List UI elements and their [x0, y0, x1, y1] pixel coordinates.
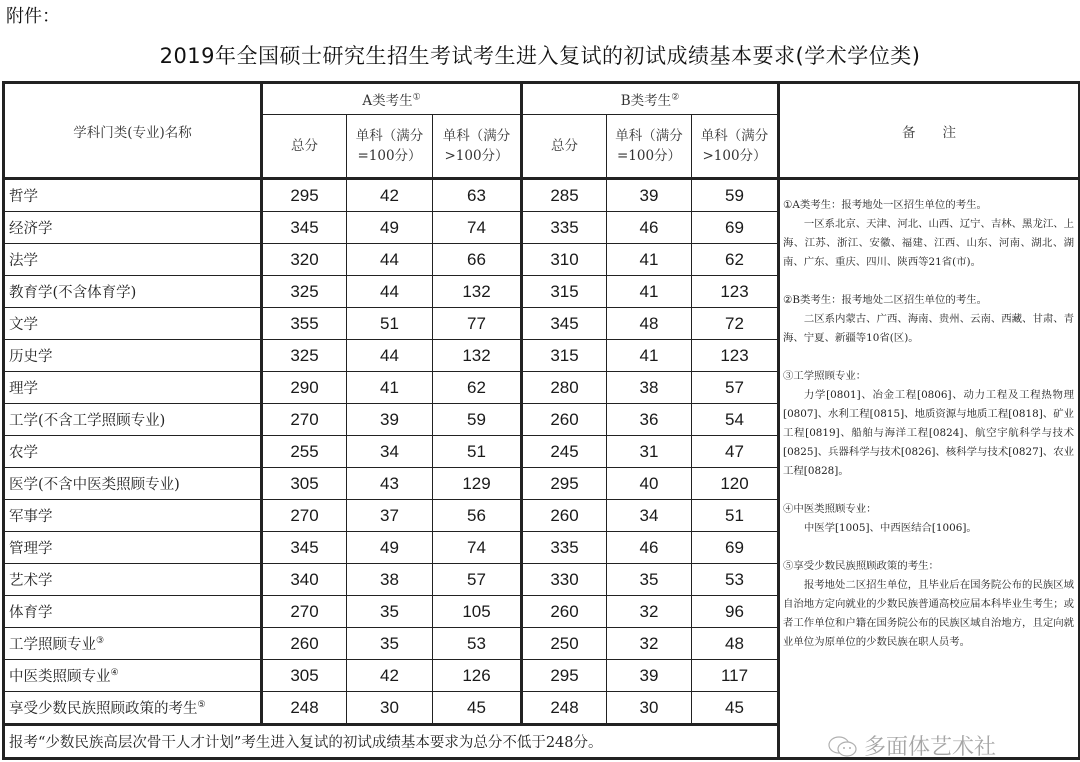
discipline-name	[4, 276, 262, 308]
discipline-label: 工学(不含工学照顾专业)	[9, 413, 166, 429]
a-single-eq100-score: 39	[347, 404, 433, 436]
discipline-name	[4, 564, 262, 596]
header-group-b	[522, 83, 779, 115]
note-body: 报考地处二区招生单位，且毕业后在国务院公布的民族区域自治地方定向就业的少数民族普通高校应届本科毕业生考生；或者工作单位和户籍在国务院公布的民族区域自治地方，且定向就业单位为原单位的少数民族在职人员考。	[783, 579, 1075, 648]
b-total-score: 248	[522, 692, 607, 725]
b-total-score: 315	[522, 276, 607, 308]
b-total-score: 260	[522, 596, 607, 628]
discipline-label: 教育学(不含体育学)	[9, 285, 137, 301]
note-item	[783, 291, 1074, 348]
a-single-gt100-score: 129	[433, 468, 522, 500]
a-single-eq100-score: 42	[347, 179, 433, 212]
a-single-gt100-score: 132	[433, 276, 522, 308]
a-single-eq100-score: 49	[347, 212, 433, 244]
a-single-gt100-score: 51	[433, 436, 522, 468]
discipline-name	[4, 500, 262, 532]
b-total-score: 330	[522, 564, 607, 596]
note-heading: ④中医类照顾专业：	[783, 503, 877, 515]
note-item	[783, 196, 1074, 272]
discipline-label: 农学	[9, 445, 38, 461]
b-single-eq100-score: 39	[607, 179, 692, 212]
notes-cell	[779, 179, 1080, 759]
a-single-gt100-score: 53	[433, 628, 522, 660]
a-single-gt100-score: 126	[433, 660, 522, 692]
header-notes: 备 注	[779, 83, 1080, 179]
group-b-label: B类考生	[620, 93, 672, 109]
table-row	[4, 179, 1080, 212]
a-single-gt100-score: 66	[433, 244, 522, 276]
header-line: =100分）	[357, 148, 422, 164]
a-total-score: 248	[262, 692, 347, 725]
header-line: 单科（满分	[700, 128, 769, 144]
b-single-gt100-score: 72	[692, 308, 779, 340]
b-single-gt100-score: 120	[692, 468, 779, 500]
footnote-mark: ⑤	[197, 700, 206, 711]
discipline-name	[4, 340, 262, 372]
header-line: >100分）	[702, 148, 767, 164]
footnote-mark: ②	[671, 92, 680, 103]
discipline-label: 艺术学	[9, 573, 53, 589]
b-single-gt100-score: 47	[692, 436, 779, 468]
b-single-eq100-score: 41	[607, 340, 692, 372]
watermark	[828, 735, 996, 759]
header-b-single-eq100	[607, 115, 692, 179]
b-total-score: 250	[522, 628, 607, 660]
a-single-eq100-score: 37	[347, 500, 433, 532]
b-single-gt100-score: 96	[692, 596, 779, 628]
a-single-eq100-score: 44	[347, 244, 433, 276]
header-b-single-gt100	[692, 115, 779, 179]
b-single-gt100-score: 123	[692, 340, 779, 372]
a-total-score: 325	[262, 340, 347, 372]
a-total-score: 270	[262, 500, 347, 532]
discipline-label: 文学	[9, 317, 38, 333]
a-single-eq100-score: 51	[347, 308, 433, 340]
discipline-label: 管理学	[9, 541, 53, 557]
a-single-gt100-score: 57	[433, 564, 522, 596]
note-body: 力学[0801]、冶金工程[0806]、动力工程及工程热物理[0807]、水利工程[0815]、地质资源与地质工程[0818]、矿业工程[0819]、船舶与海洋工程[0824]、航空宇航科学与技术[0825]、兵器科学与技术[0826]、核科学与技术[0827]、农业工程[0828]。	[783, 389, 1075, 477]
b-total-score: 335	[522, 532, 607, 564]
a-total-score: 355	[262, 308, 347, 340]
a-single-eq100-score: 34	[347, 436, 433, 468]
discipline-name	[4, 372, 262, 404]
a-total-score: 345	[262, 532, 347, 564]
b-single-gt100-score: 123	[692, 276, 779, 308]
discipline-label: 工学照顾专业	[9, 637, 96, 653]
note-heading: ②B类考生：报考地处二区招生单位的考生。	[783, 294, 987, 306]
a-total-score: 255	[262, 436, 347, 468]
header-line: =100分）	[616, 148, 682, 164]
b-total-score: 280	[522, 372, 607, 404]
b-single-eq100-score: 41	[607, 244, 692, 276]
discipline-name	[4, 308, 262, 340]
note-body: 二区系内蒙古、广西、海南、贵州、云南、西藏、甘肃、青海、宁夏、新疆等10省(区)。	[783, 313, 1075, 344]
b-total-score: 260	[522, 404, 607, 436]
a-single-eq100-score: 43	[347, 468, 433, 500]
a-single-eq100-score: 35	[347, 596, 433, 628]
attachment-label: 附件：	[6, 6, 60, 27]
footnote-mark: ④	[110, 668, 119, 679]
b-single-eq100-score: 35	[607, 564, 692, 596]
group-a-label: A类考生	[362, 93, 413, 109]
a-total-score: 340	[262, 564, 347, 596]
notes-list	[783, 196, 1074, 652]
discipline-name	[4, 212, 262, 244]
discipline-label: 享受少数民族照顾政策的考生	[9, 701, 198, 717]
discipline-name	[4, 436, 262, 468]
b-total-score: 260	[522, 500, 607, 532]
score-requirements-table	[2, 81, 1080, 760]
a-single-eq100-score: 44	[347, 276, 433, 308]
discipline-label: 法学	[9, 253, 38, 269]
discipline-label: 医学(不含中医类照顾专业)	[9, 477, 180, 493]
note-body: 一区系北京、天津、河北、山西、辽宁、吉林、黑龙江、上海、江苏、浙江、安徽、福建、江西、山东、河南、湖北、湖南、广东、重庆、四川、陕西等21省(市)。	[783, 218, 1075, 268]
note-body: 中医学[1005]、中西医结合[1006]。	[803, 522, 977, 534]
discipline-label: 中医类照顾专业	[9, 669, 111, 685]
b-single-gt100-score: 59	[692, 179, 779, 212]
discipline-label: 体育学	[9, 605, 53, 621]
b-single-eq100-score: 46	[607, 212, 692, 244]
b-single-gt100-score: 117	[692, 660, 779, 692]
b-single-gt100-score: 53	[692, 564, 779, 596]
a-total-score: 305	[262, 660, 347, 692]
header-discipline-name: 学科门类(专业)名称	[4, 83, 262, 179]
a-total-score: 320	[262, 244, 347, 276]
a-total-score: 305	[262, 468, 347, 500]
discipline-label: 理学	[9, 381, 38, 397]
a-single-gt100-score: 63	[433, 179, 522, 212]
wechat-icon	[828, 735, 858, 759]
header-group-a	[262, 83, 522, 115]
note-item	[783, 500, 1074, 538]
b-total-score: 345	[522, 308, 607, 340]
a-total-score: 345	[262, 212, 347, 244]
a-single-gt100-score: 74	[433, 532, 522, 564]
b-single-gt100-score: 69	[692, 212, 779, 244]
header-a-single-gt100	[433, 115, 522, 179]
b-single-eq100-score: 40	[607, 468, 692, 500]
b-total-score: 295	[522, 660, 607, 692]
a-single-gt100-score: 59	[433, 404, 522, 436]
b-single-eq100-score: 46	[607, 532, 692, 564]
a-total-score: 270	[262, 404, 347, 436]
discipline-name	[4, 404, 262, 436]
discipline-name	[4, 468, 262, 500]
discipline-label: 军事学	[9, 509, 53, 525]
a-single-gt100-score: 56	[433, 500, 522, 532]
discipline-name	[4, 532, 262, 564]
b-single-gt100-score: 48	[692, 628, 779, 660]
header-b-total: 总分	[522, 115, 607, 179]
header-line: >100分）	[444, 148, 509, 164]
a-single-eq100-score: 38	[347, 564, 433, 596]
watermark-text: 多面体艺术社	[864, 734, 997, 760]
b-total-score: 245	[522, 436, 607, 468]
discipline-label: 哲学	[9, 189, 38, 205]
discipline-name	[4, 660, 262, 692]
note-heading: ⑤享受少数民族照顾政策的考生：	[783, 560, 939, 572]
b-single-eq100-score: 36	[607, 404, 692, 436]
b-single-gt100-score: 45	[692, 692, 779, 725]
b-single-eq100-score: 32	[607, 596, 692, 628]
a-single-gt100-score: 45	[433, 692, 522, 725]
header-line: 单科（满分	[355, 128, 424, 144]
header-line: 单科（满分	[442, 128, 511, 144]
b-single-eq100-score: 48	[607, 308, 692, 340]
b-total-score: 295	[522, 468, 607, 500]
a-single-gt100-score: 77	[433, 308, 522, 340]
a-single-gt100-score: 74	[433, 212, 522, 244]
page-title: 2019年全国硕士研究生招生考试考生进入复试的初试成绩基本要求(学术学位类)	[159, 44, 921, 68]
note-item	[783, 367, 1074, 481]
discipline-name	[4, 244, 262, 276]
b-single-eq100-score: 41	[607, 276, 692, 308]
a-single-eq100-score: 44	[347, 340, 433, 372]
note-heading: ③工学照顾专业：	[783, 370, 867, 382]
b-single-gt100-score: 51	[692, 500, 779, 532]
a-total-score: 290	[262, 372, 347, 404]
a-single-eq100-score: 30	[347, 692, 433, 725]
b-single-eq100-score: 30	[607, 692, 692, 725]
header-a-single-eq100	[347, 115, 433, 179]
b-single-eq100-score: 39	[607, 660, 692, 692]
b-single-eq100-score: 34	[607, 500, 692, 532]
a-single-gt100-score: 62	[433, 372, 522, 404]
header-a-total: 总分	[262, 115, 347, 179]
a-single-eq100-score: 42	[347, 660, 433, 692]
b-total-score: 310	[522, 244, 607, 276]
discipline-label: 历史学	[9, 349, 53, 365]
a-total-score: 325	[262, 276, 347, 308]
b-total-score: 335	[522, 212, 607, 244]
discipline-name	[4, 692, 262, 725]
b-single-gt100-score: 69	[692, 532, 779, 564]
b-single-gt100-score: 62	[692, 244, 779, 276]
discipline-label: 经济学	[9, 221, 53, 237]
footer-note: 报考“少数民族高层次骨干人才计划”考生进入复试的初试成绩基本要求为总分不低于248分。	[4, 725, 779, 759]
b-total-score: 315	[522, 340, 607, 372]
b-single-gt100-score: 57	[692, 372, 779, 404]
b-single-eq100-score: 38	[607, 372, 692, 404]
footnote-mark: ①	[412, 92, 421, 103]
a-single-gt100-score: 132	[433, 340, 522, 372]
a-total-score: 270	[262, 596, 347, 628]
b-single-eq100-score: 32	[607, 628, 692, 660]
discipline-name	[4, 596, 262, 628]
note-heading: ①A类考生：报考地处一区招生单位的考生。	[783, 199, 987, 211]
a-single-eq100-score: 41	[347, 372, 433, 404]
a-total-score: 295	[262, 179, 347, 212]
discipline-name	[4, 179, 262, 212]
a-single-eq100-score: 35	[347, 628, 433, 660]
b-total-score: 285	[522, 179, 607, 212]
b-single-gt100-score: 54	[692, 404, 779, 436]
note-item	[783, 557, 1074, 652]
a-total-score: 260	[262, 628, 347, 660]
footnote-mark: ③	[96, 636, 105, 647]
discipline-name	[4, 628, 262, 660]
a-single-gt100-score: 105	[433, 596, 522, 628]
a-single-eq100-score: 49	[347, 532, 433, 564]
b-single-eq100-score: 31	[607, 436, 692, 468]
header-line: 单科（满分	[615, 128, 683, 144]
